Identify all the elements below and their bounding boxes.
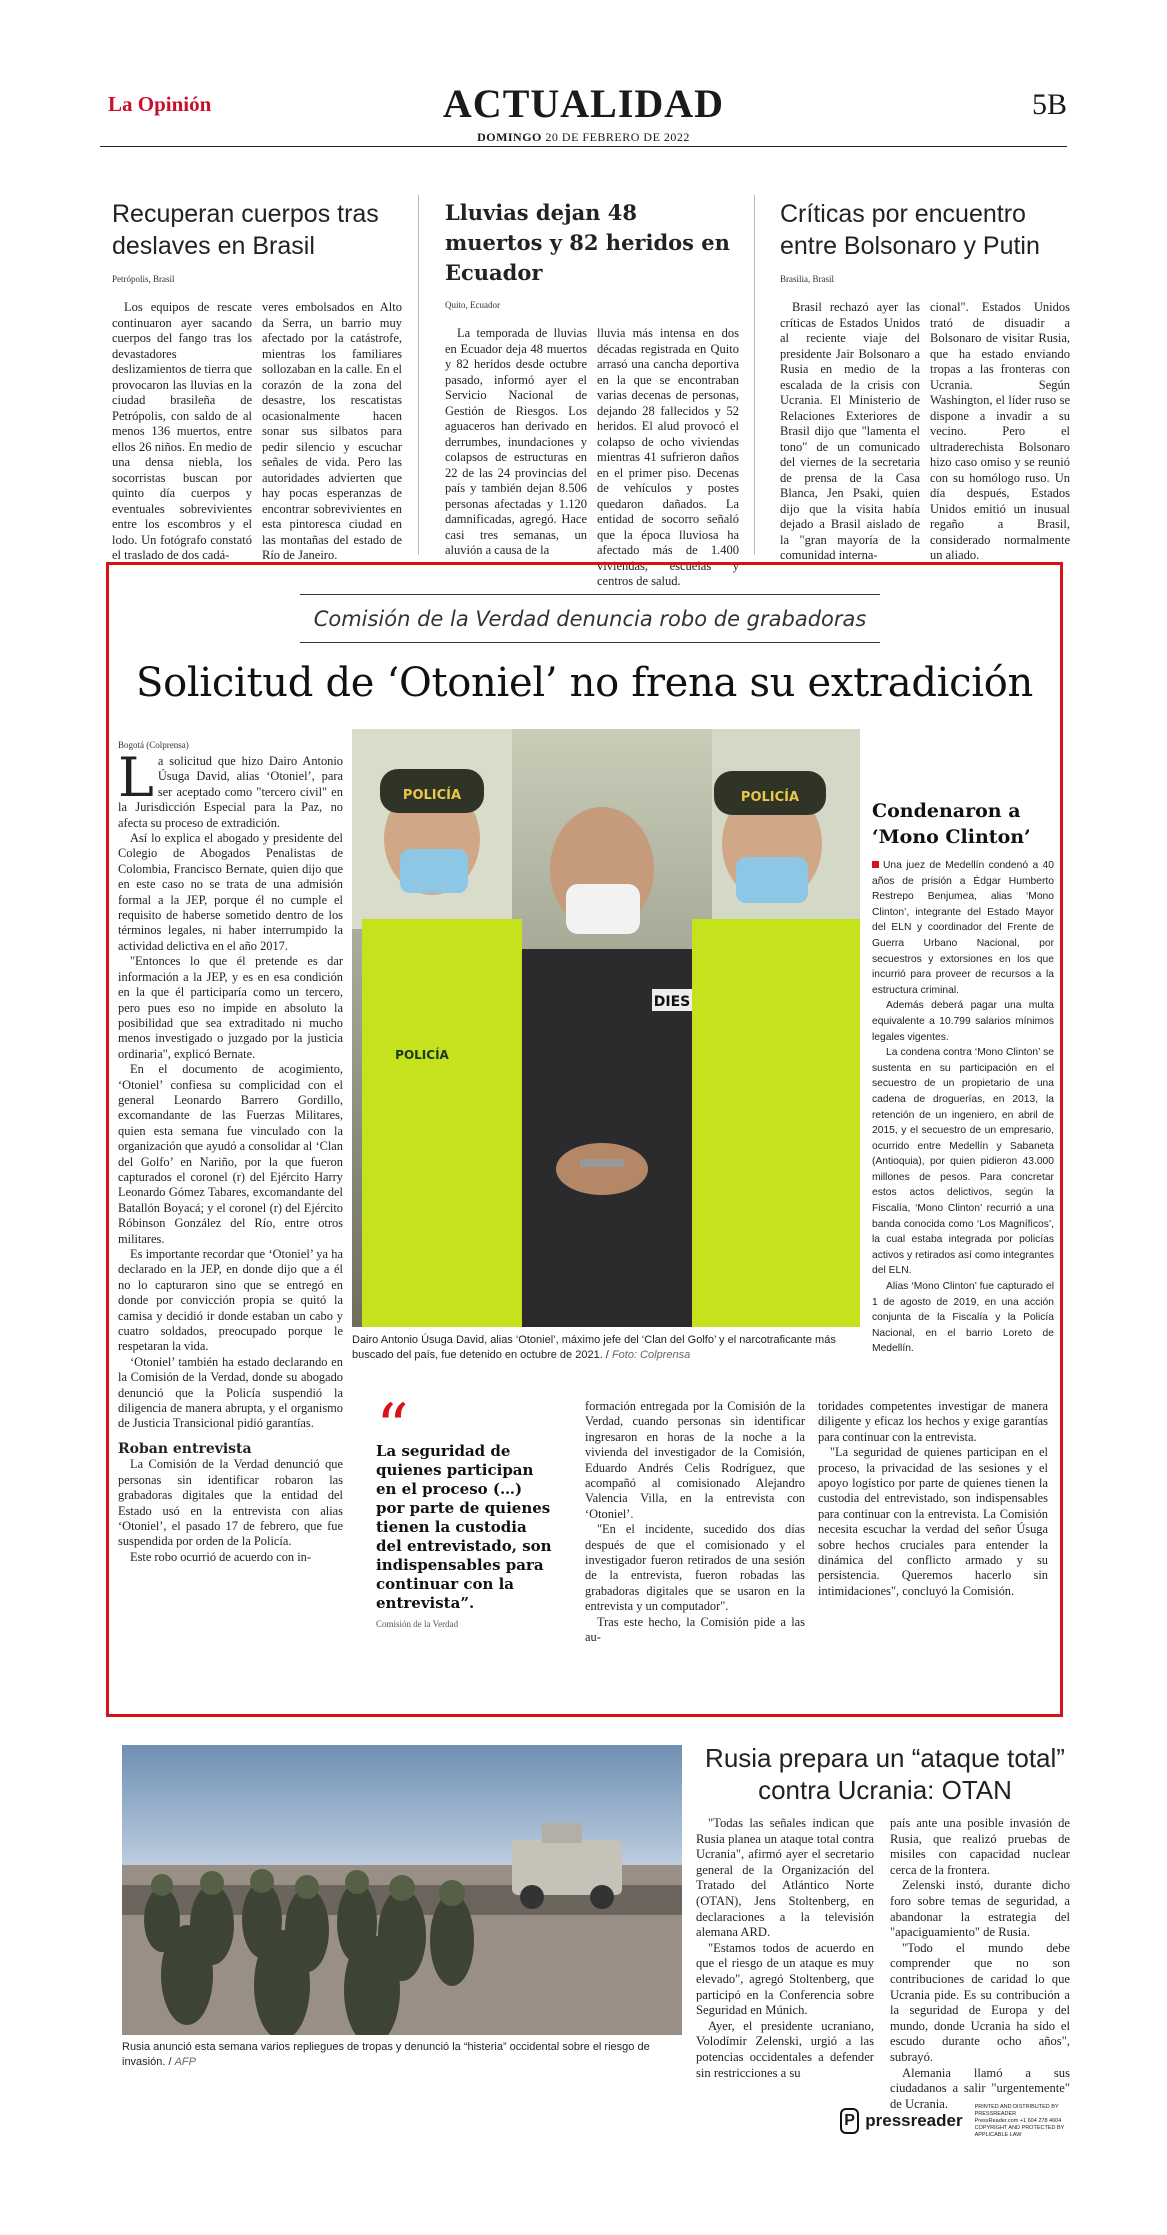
article-column: Brasil rechazó ayer las críticas de Estados Unidos al reciente viaje del presidente Jair Bolsonaro a Rusia en medio de la escalada de la crisis con Ucrania. El Ministerio de Relaciones Exteriores de Brasil dijo que "lamenta el tono" de un comunicado del viernes de la secretaria de prensa de la Casa Blanca, Jen Psaki, quien dijo que la visita había dejado a Brasil aislado de la "gran mayoría de la comunidad interna- bbox=[780, 300, 920, 562]
article-column: lluvia más intensa en dos décadas registrada en Quito arrasó una cancha deportiva en la que se encontraban varias decenas de personas, dejando 28 fallecidos y 52 heridos. El alud provocó el colapso de ocho viviendas mientras 41 sufrieron daños en el primer piso. Decenas de vehículos y postes quedaron dañados. La entidad de socorro señaló que la época lluviosa ha afectado más de 1.400 viviendas, escuelas y centros de salud. bbox=[597, 326, 739, 588]
dateline: Brasilia, Brasil bbox=[780, 274, 834, 284]
sidebar-body: Una juez de Medellín condenó a 40 años de prisión a Édgar Humberto Restrepo Benjumea, alias ‘Mono Clinton’, integrante del Estado Mayor del ELN y coordinador del Frente de Guerra Urbano Nacional, por secuestros y extorsiones en los que incurrió para proveer de recursos a la estructura criminal. Además deberá pagar una multa equivalente a 10.799 salarios mínimos legales vigentes. La condena contra ‘Mono Clinton’ se sustenta en su participación en el secuestro de un propietario de una cadena de droguerías, en 2013, la retención de un ingeniero, en abril de 2015, y el secuestro de un empresario, ocurrido entre Medellín y Sabaneta (Antioquia), por quien pidieron 43.000 millones de pesos. Para concretar estos actos delictivos, según la Fiscalía, ‘Mono Clinton’ recurrió a una banda conocida como ‘Los Magníficos’, la cual estaba integrada por policías activos y retirados así como integrantes del ELN. Alias ‘Mono Clinton’ fue capturado el 1 de agosto de 2019, en una acción conjunta de la Fiscalía y la Policía Nacional, en el barrio Loreto de Medellín. bbox=[872, 860, 1054, 1355]
pull-quote-block bbox=[376, 1391, 554, 1629]
article-brasil bbox=[112, 198, 402, 564]
column-divider bbox=[418, 195, 419, 555]
photo-credit: AFP bbox=[174, 2056, 196, 2068]
cap-text-right: POLICÍA bbox=[740, 790, 800, 805]
subhead: Roban entrevista bbox=[118, 1440, 252, 1457]
column-divider bbox=[754, 195, 755, 555]
otoniel-arrest-illustration bbox=[352, 729, 860, 1327]
vest-text: POLICÍA bbox=[395, 1048, 449, 1062]
page-number: 5B bbox=[1031, 88, 1067, 121]
article-bolsonaro bbox=[780, 198, 1070, 564]
pressreader-notice: PRINTED AND DISTRIBUTED BY PRESSREADER PressReader.com +1 604 278 4604 COPYRIGHT AND PROTECTED BY APPLICABLE LAW bbox=[974, 2103, 1065, 2138]
feature-body: L a solicitud que hizo Dairo Antonio Úsuga David, alias ‘Otoniel’, para ser aceptado como "tercero civil" en la Jurisdicción Especial para la Paz, no afecta su proceso de extradición. Así lo explica el abogado y presidente del Colegio de Abogados Penalistas de Colombia, Francisco Bernate, quien dijo que en este caso no se trata de una admisión formal a la JEP, porque él no cumple el requisito de haberse sometido dentro de los términos legales, ni haber interrumpido la actividad delictiva en el año 2017. "Entonces lo que él pretende es dar información a la JEP, y es en esa condición en la que él participaría como un tercero, pero pues eso no impide en absoluto la posibilidad que sea extraditado ni mucho menos investigado o juzgado por la justicia ordinaria", explicó Bernate. En el documento de acogimiento, ‘Otoniel’ confiesa su complicidad con el general Leonardo Barrero Gordillo, excomandante de las Fuerzas Militares, quien esta semana fue vinculado con la organización que ayudó a consolidar al ‘Clan del Golfo’ en Nariño, por la que fueron capturados el coronel (r) del Ejército Harry Leonardo Gómez Tabares, excomandante del Batallón Boyacá; y el coronel (r) del Ejército Róbinson González del Río, entre otros militares. Es importante recordar que ‘Otoniel’ ya ha declarado en la JEP, en donde dijo que a él no lo capturaron sino que se entregó en donde por convicción propia se quitó la camisa y decidió ir donde estaban un cabo y cuatro soldados, preocupado porque le respetaran la vida. ‘Otoniel’ también ha estado declarando en la Comisión de la Verdad, donde su abogado denunció que la Policía suspendió la diligencia de manera abrupta, y el organismo de Justicia Transicional pidió garantías. Roban entrevista La Comisión de la Verdad denunció que personas sin identificar robaron las grabadoras digitales que la entidad del Estado usó en la entrevista con alias ‘Otoniel’, el pasado 17 de febrero, que fue suspendida por orden de la Policía. Este robo ocurrió de acuerdo con in- bbox=[118, 746, 343, 1564]
article-column: veres embolsados en Alto da Serra, un barrio muy afectado por la catástrofe, mientras los familiares sollozaban en la calle. En el corazón de la zona del desastre, los rescatistas ocasionalmente hacen sonar sus silbatos para pedir silencio y escuchar señales de vida. Pero las autoridades advierten que hay pocas esperanzas de encontrar sobrevivientes en esta pintoresca ciudad en las montañas del estado de Río de Janeiro. bbox=[262, 300, 402, 562]
article-ecuador bbox=[445, 198, 740, 590]
feature-column-4: toridades competentes investigar de manera diligente y eficaz los hechos y exige garantías para continuar con la entrevista. "La seguridad de quienes participan en el proceso, la privacidad de las sesiones y el apoyo logístico por parte de quienes tienen la custodia del entrevistado, son indispensables para continuar con la entrevista. La Comisión necesita escuchar la verdad del señor Úsuga sobre hechos cruciales para entender la dinámica del conflicto armado y su persistencia. Queremos hacerlo sin intimidaciones", concluyó la Comisión. bbox=[818, 1399, 1048, 1598]
photo-credit: Foto: Colprensa bbox=[611, 1349, 691, 1361]
dateline: Quito, Ecuador bbox=[445, 300, 500, 310]
pressreader-badge bbox=[840, 2104, 1070, 2138]
pressreader-brand: pressreader bbox=[865, 2111, 963, 2130]
article-headline: Lluvias dejan 48 muertos y 82 heridos en Ecuador bbox=[445, 200, 730, 285]
dateline: Petrópolis, Brasil bbox=[112, 274, 175, 284]
article-column: La temporada de lluvias en Ecuador deja 48 muertos y 82 heridos desde octubre pasado, informó ayer el Servicio Nacional de Gestión de Riesgos. Los aguaceros han derivado en derrumbes, inundaciones y colapsos de estructuras en 22 de las 24 provincias del país y también dejan 8.506 personas afectadas y 1.120 damnificadas, agregó. Hace casi tres semanas, un aluvión a causa de la bbox=[445, 326, 587, 557]
feature-column-3: formación entregada por la Comisión de la Verdad, cuando personas sin identificar ingresaron en horas de la noche a la vivienda del investigador de la Comisión, Eduardo Andrés Celis Rodríguez, que acompañó al comisionado Alejandro Valencia Villa, en la entrevista con ‘Otoniel’. "En el incidente, sucedido dos días después de que el comisionado y el investigador fueron retirados de una sesión de la entrevista, fueron robadas las grabadoras digitales que se usaron en la entrevista y un computador". Tras este hecho, la Comisión pide a las au- bbox=[585, 1399, 805, 1645]
feature-headline: Solicitud de ‘Otoniel’ no frena su extradición bbox=[136, 660, 1033, 706]
issue-date: DOMINGO 20 DE FEBRERO DE 2022 bbox=[477, 130, 690, 144]
russia-photo-caption: Rusia anunció esta semana varios repliegues de tropas y denunció la “histeria” occidental sobre el riesgo de invasión. / AFP bbox=[122, 2041, 650, 2068]
feature-column-1 bbox=[118, 740, 343, 1565]
quote-mark-icon: “ bbox=[376, 1391, 409, 1465]
masthead-rule bbox=[100, 146, 1067, 147]
article-column: cional". Estados Unidos trató de disuadir a Bolsonaro de visitar Rusia, que ha estado enviando tropas a las fronteras con Ucrania. Según Washington, el líder ruso se dispone a invadir a su vecino. Pero el ultraderechista Bolsonaro hizo caso omiso y se reunió con su homólogo ruso. Un día después, Estados Unidos emitió un inusual regaño a Brasil, considerado normalmente un aliado. bbox=[930, 300, 1070, 562]
article-headline: Recuperan cuerpos tras deslaves en Brasil bbox=[112, 200, 379, 260]
shirt-text: DIES bbox=[653, 994, 691, 1010]
russia-column-2: país ante una posible invasión de Rusia, que realizó pruebas de misiles con capacidad nuclear cerca de la frontera. Zelenski instó, durante dicho foro sobre temas de seguridad, a abandonar la estrategia del "apaciguamiento" de Rusia. "Todo el mundo debe comprender que no son contribuciones de caridad lo que Ucrania pide. Es su contribución a la seguridad de Europa y del mundo, donde Ucrania ha sido el escudo durante ocho años", subrayó. Alemania llamó a sus ciudadanos a salir "urgentemente" de Ucrania. bbox=[890, 1816, 1070, 2111]
pull-quote-source: Comisión de la Verdad bbox=[376, 1619, 459, 1629]
article-column: Los equipos de rescate continuaron ayer sacando cuerpos del fango tras los devastadores deslizamientos de tierra que provocaron las lluvias en la ciudad brasileña de Petrópolis, con saldo de al menos 136 muertos, entre ellos 26 niños. En medio de una densa niebla, los socorristas buscan por quinto día cuerpos y eventuales sobrevivientes entre los escombros y el lodo. Un fotógrafo constató el traslado de dos cadá- bbox=[112, 300, 252, 562]
kicker: Comisión de la Verdad denuncia robo de grabadoras bbox=[313, 607, 867, 631]
newspaper-logo: La Opinión bbox=[108, 92, 212, 116]
feature-photo bbox=[352, 729, 860, 1327]
dateline: Bogotá (Colprensa) bbox=[118, 740, 189, 750]
kicker-rule-bottom bbox=[300, 642, 880, 643]
article-headline: Críticas por encuentro entre Bolsonaro y Putin bbox=[780, 200, 1040, 260]
russia-headline: Rusia prepara un “ataque total” contra Ucrania: OTAN bbox=[705, 1743, 1065, 1805]
photo-caption: Dairo Antonio Úsuga David, alias ‘Otoniel’, máximo jefe del ‘Clan del Golfo’ y el narcotraficante más buscado del país, fue detenido en octubre de 2021. / Foto: Colprensa bbox=[352, 1334, 836, 1361]
pressreader-icon: P bbox=[840, 2108, 859, 2134]
section-title: ACTUALIDAD bbox=[442, 81, 725, 126]
sidebar-mono-clinton bbox=[872, 798, 1054, 1357]
russia-column-1: "Todas las señales indican que Rusia planea un ataque total contra Ucrania", afirmó ayer el secretario general de la Organización del Tratado del Atlántico Norte (OTAN), Jens Stoltenberg, en declaraciones a la televisión alemana ARD. "Estamos todos de acuerdo en que el riesgo de un ataque es muy elevado", agregó Stoltenberg, que participó en la Conferencia sobre Seguridad en Múnich. Ayer, el presidente ucraniano, Volodímir Zelenski, urgió a las potencias occidentales a defender sin restricciones a su bbox=[696, 1816, 874, 2080]
bullet-icon bbox=[872, 861, 879, 868]
cap-text-left: POLICÍA bbox=[402, 788, 462, 803]
sidebar-headline: Condenaron a ‘Mono Clinton’ bbox=[872, 800, 1031, 848]
kicker-rule-top bbox=[300, 594, 880, 595]
troops-illustration bbox=[122, 1745, 682, 2035]
russia-photo bbox=[122, 1745, 682, 2035]
drop-cap: L bbox=[118, 746, 154, 809]
pull-quote: La seguridad de quienes participan en el proceso (…) por parte de quienes tienen la custodia del entrevistado, son indispensables para continuar con la entrevista”. bbox=[376, 1442, 552, 1612]
